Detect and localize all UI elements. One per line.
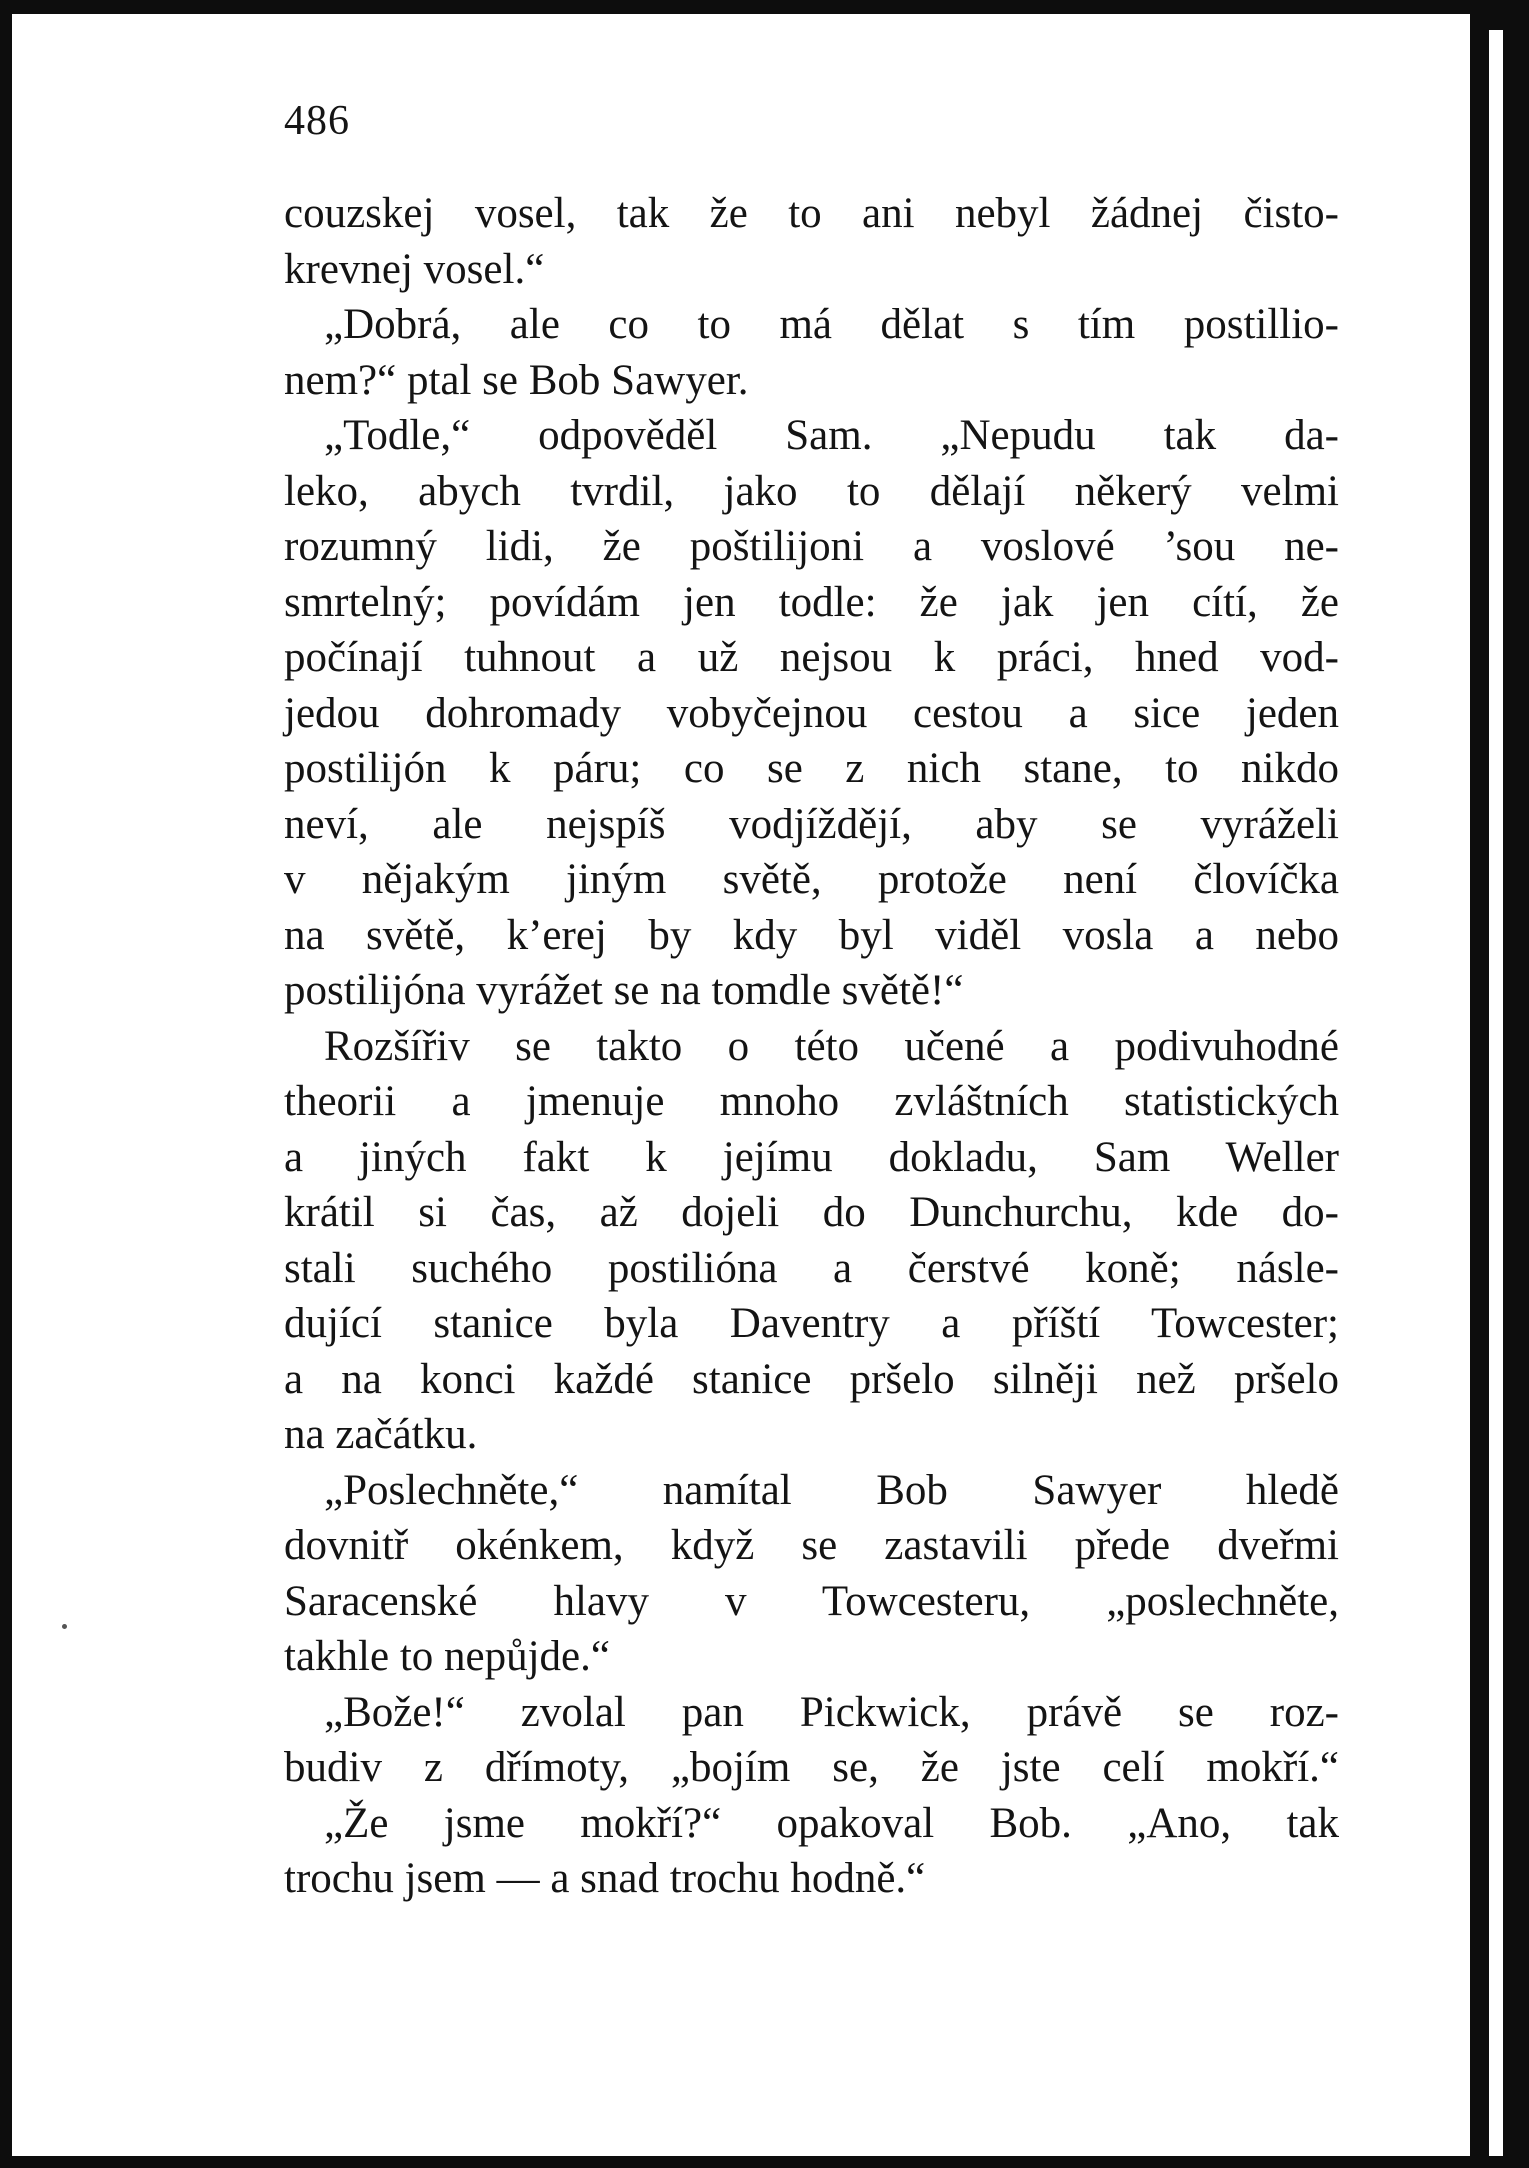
text-line: rozumný lidi, že poštilijoni a voslové ’sou ne- bbox=[284, 523, 1339, 570]
text-line: Saracenské hlavy v Towcesteru, „poslechněte, bbox=[284, 1577, 1339, 1625]
text-line: „Že jsme mokří?“ opakoval Bob. „Ano, tak bbox=[324, 1799, 1339, 1847]
text-line: postilijón k páru; co se z nich stane, to nikdo bbox=[284, 745, 1339, 792]
text-line: theorii a jmenuje mnoho zvláštních statistických bbox=[284, 1078, 1339, 1125]
text-line: na světě, k’erej by kdy byl viděl vosla a nebo bbox=[284, 911, 1339, 959]
scan-border-top bbox=[0, 0, 1529, 14]
text-line: a jiných fakt k jejímu dokladu, Sam Weller bbox=[284, 1133, 1339, 1181]
text-line: leko, abych tvrdil, jako to dělají někerý velmi bbox=[284, 467, 1339, 515]
text-line: takhle to nepůjde.“ bbox=[284, 1633, 610, 1680]
text-line: budiv z dřímoty, „bojím se, že jste celí mokří.“ bbox=[284, 1744, 1339, 1791]
text-line: neví, ale nejspíš vodjíždějí, aby se vyráželi bbox=[284, 800, 1339, 848]
text-line: postilijóna vyrážet se na tomdle světě!“ bbox=[284, 967, 964, 1014]
text-line: smrtelný; povídám jen todle: že jak jen cítí, že bbox=[284, 578, 1339, 626]
scan-border-left bbox=[0, 0, 12, 2168]
text-line: trochu jsem — a snad trochu hodně.“ bbox=[284, 1855, 926, 1902]
page-number: 486 bbox=[284, 98, 350, 144]
text-line: a na konci každé stanice pršelo silněji než pršelo bbox=[284, 1355, 1339, 1403]
text-line: počínají tuhnout a už nejsou k práci, hned vod- bbox=[284, 634, 1339, 681]
scan-border-gap bbox=[1489, 30, 1503, 2168]
text-line: na začátku. bbox=[284, 1411, 478, 1458]
text-line: couzskej vosel, tak že to ani nebyl žádnej čisto- bbox=[284, 190, 1339, 237]
text-line: „Bože!“ zvolal pan Pickwick, právě se roz- bbox=[324, 1688, 1339, 1736]
text-line: jedou dohromady vobyčejnou cestou a sice jeden bbox=[284, 689, 1339, 737]
text-line: krevnej vosel.“ bbox=[284, 245, 545, 293]
text-line: nem?“ ptal se Bob Sawyer. bbox=[284, 356, 749, 404]
text-line: „Poslechněte,“ namítal Bob Sawyer hledě bbox=[324, 1466, 1339, 1514]
text-line: v nějakým jiným světě, protože není človíčka bbox=[284, 856, 1339, 903]
text-line: krátil si čas, až dojeli do Dunchurchu, kde do- bbox=[284, 1189, 1339, 1236]
text-line: „Todle,“ odpověděl Sam. „Nepudu tak da- bbox=[324, 412, 1339, 459]
scan-border-bottom bbox=[0, 2156, 1529, 2168]
text-line: dující stanice byla Daventry a příští Towcester; bbox=[284, 1300, 1339, 1347]
text-line: dovnitř okénkem, když se zastavili přede dveřmi bbox=[284, 1522, 1339, 1569]
text-line: „Dobrá, ale co to má dělat s tím postillio- bbox=[324, 301, 1339, 348]
print-speck bbox=[62, 1624, 67, 1629]
text-line: Rozšířiv se takto o této učené a podivuhodné bbox=[324, 1022, 1339, 1070]
body-text bbox=[284, 186, 1339, 1907]
text-line: stali suchého postilióna a čerstvé koně; násle- bbox=[284, 1244, 1339, 1292]
